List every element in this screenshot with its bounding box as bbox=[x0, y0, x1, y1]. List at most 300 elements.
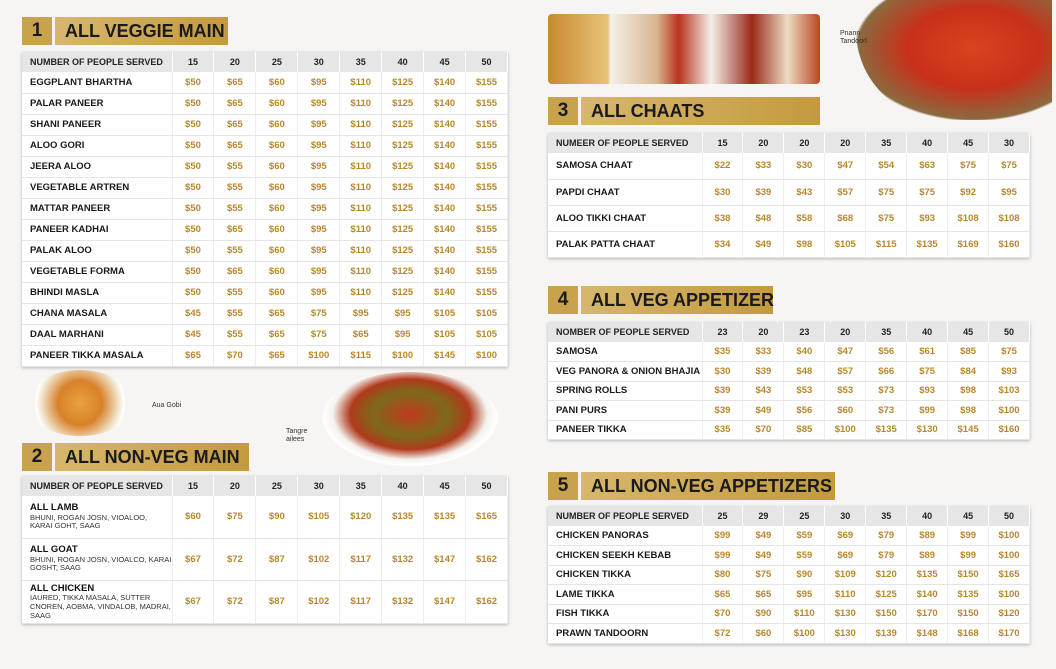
table-row bbox=[548, 526, 1030, 546]
price-cell: $125 bbox=[382, 240, 424, 261]
veg-appetizer-table bbox=[548, 322, 1030, 440]
people-served-header: NUMEER OF PEOPLE SERVED bbox=[548, 133, 702, 153]
price-cell: $140 bbox=[424, 240, 466, 261]
servings-column-header: 35 bbox=[866, 133, 907, 153]
price-cell: $168 bbox=[948, 624, 989, 644]
price-cell: $60 bbox=[172, 496, 214, 538]
price-cell: $105 bbox=[466, 324, 508, 345]
price-cell: $103 bbox=[989, 381, 1030, 401]
price-cell: $60 bbox=[256, 219, 298, 240]
price-cell: $115 bbox=[340, 345, 382, 366]
dish-name: ALL LAMB bbox=[30, 501, 79, 513]
price-cell: $50 bbox=[172, 177, 214, 198]
price-cell: $39 bbox=[743, 362, 784, 382]
price-cell: $125 bbox=[382, 282, 424, 303]
price-cell: $65 bbox=[340, 324, 382, 345]
price-cell: $60 bbox=[256, 93, 298, 114]
price-cell: $140 bbox=[424, 72, 466, 93]
price-cell: $95 bbox=[298, 156, 340, 177]
price-cell: $108 bbox=[948, 205, 989, 231]
price-cell: $130 bbox=[907, 420, 948, 440]
price-cell: $50 bbox=[172, 219, 214, 240]
dish-name: PALAR PANEER bbox=[22, 93, 172, 114]
servings-column-header: 20 bbox=[743, 322, 784, 342]
header-row bbox=[548, 133, 1030, 153]
dish-name: PALAK PATTA CHAAT bbox=[548, 231, 702, 257]
non-veg-main-table bbox=[22, 476, 508, 624]
price-cell: $50 bbox=[172, 261, 214, 282]
price-cell: $130 bbox=[825, 624, 866, 644]
price-cell: $65 bbox=[256, 303, 298, 324]
price-cell: $70 bbox=[702, 604, 743, 624]
price-cell: $165 bbox=[466, 496, 508, 538]
servings-column-header: 25 bbox=[256, 52, 298, 72]
table-row bbox=[548, 179, 1030, 205]
price-cell: $90 bbox=[784, 565, 825, 585]
price-cell: $65 bbox=[214, 135, 256, 156]
price-cell: $65 bbox=[214, 261, 256, 282]
price-cell: $135 bbox=[907, 231, 948, 257]
section-title: ALL NON-VEG MAIN bbox=[55, 443, 249, 471]
price-cell: $65 bbox=[743, 585, 784, 605]
servings-column-header: 30 bbox=[989, 133, 1030, 153]
price-cell: $125 bbox=[382, 114, 424, 135]
servings-column-header: 45 bbox=[948, 506, 989, 526]
table-row bbox=[22, 261, 508, 282]
price-cell: $95 bbox=[298, 114, 340, 135]
price-cell: $87 bbox=[256, 580, 298, 624]
price-cell: $147 bbox=[424, 580, 466, 624]
price-cell: $95 bbox=[298, 219, 340, 240]
price-cell: $140 bbox=[424, 114, 466, 135]
price-cell: $60 bbox=[256, 114, 298, 135]
price-cell: $55 bbox=[214, 324, 256, 345]
price-cell: $60 bbox=[743, 624, 784, 644]
section-title: ALL VEG APPETIZER bbox=[581, 286, 773, 314]
price-cell: $60 bbox=[256, 282, 298, 303]
table-row bbox=[548, 565, 1030, 585]
price-cell: $33 bbox=[743, 342, 784, 362]
dish-name: BHINDI MASLA bbox=[22, 282, 172, 303]
price-cell: $135 bbox=[866, 420, 907, 440]
price-cell: $160 bbox=[989, 231, 1030, 257]
price-cell: $155 bbox=[466, 240, 508, 261]
price-cell: $147 bbox=[424, 538, 466, 580]
aloo-gobi-image bbox=[26, 370, 134, 436]
price-cell: $132 bbox=[382, 580, 424, 624]
servings-column-header: 50 bbox=[989, 322, 1030, 342]
price-cell: $50 bbox=[172, 114, 214, 135]
table-row bbox=[548, 342, 1030, 362]
price-cell: $75 bbox=[743, 565, 784, 585]
price-cell: $89 bbox=[907, 526, 948, 546]
servings-column-header: 20 bbox=[214, 476, 256, 496]
section-number: 2 bbox=[22, 443, 52, 471]
price-cell: $65 bbox=[702, 585, 743, 605]
servings-column-header: 35 bbox=[866, 322, 907, 342]
people-served-header: NUMBER OF PEOPLE SERVED bbox=[548, 506, 702, 526]
dish-name: SPRING ROLLS bbox=[548, 381, 702, 401]
servings-column-header: 15 bbox=[702, 133, 743, 153]
section-number: 3 bbox=[548, 97, 578, 125]
price-cell: $125 bbox=[382, 219, 424, 240]
price-cell: $60 bbox=[256, 198, 298, 219]
price-cell: $90 bbox=[743, 604, 784, 624]
servings-column-header: 35 bbox=[340, 476, 382, 496]
section-title: ALL VEGGIE MAIN bbox=[55, 17, 228, 45]
price-cell: $135 bbox=[424, 496, 466, 538]
price-cell: $110 bbox=[340, 156, 382, 177]
price-cell: $22 bbox=[702, 153, 743, 179]
servings-column-header: 30 bbox=[298, 52, 340, 72]
servings-column-header: 15 bbox=[172, 476, 214, 496]
price-cell: $140 bbox=[424, 261, 466, 282]
dish-name: DAAL MARHANI bbox=[22, 324, 172, 345]
price-cell: $49 bbox=[743, 546, 784, 566]
price-cell: $140 bbox=[907, 585, 948, 605]
price-cell: $110 bbox=[340, 177, 382, 198]
dish-name: PANI PURS bbox=[548, 401, 702, 421]
servings-column-header: 20 bbox=[784, 133, 825, 153]
price-cell: $75 bbox=[298, 303, 340, 324]
price-cell: $110 bbox=[825, 585, 866, 605]
table-row bbox=[22, 177, 508, 198]
price-cell: $105 bbox=[424, 324, 466, 345]
price-cell: $35 bbox=[702, 342, 743, 362]
dish-name: CHICKEN TIKKA bbox=[548, 565, 702, 585]
price-cell: $95 bbox=[298, 240, 340, 261]
section-number: 4 bbox=[548, 286, 578, 314]
header-row bbox=[548, 322, 1030, 342]
dish-name: FISH TIKKA bbox=[548, 604, 702, 624]
header-row bbox=[548, 506, 1030, 526]
chilli-dish-image bbox=[322, 372, 498, 466]
dish-group bbox=[22, 496, 172, 538]
price-cell: $120 bbox=[340, 496, 382, 538]
price-cell: $139 bbox=[866, 624, 907, 644]
table-row bbox=[22, 114, 508, 135]
price-cell: $30 bbox=[784, 153, 825, 179]
price-cell: $55 bbox=[214, 156, 256, 177]
servings-column-header: 45 bbox=[948, 322, 989, 342]
table-row bbox=[548, 585, 1030, 605]
price-cell: $150 bbox=[948, 604, 989, 624]
servings-column-header: 45 bbox=[424, 476, 466, 496]
price-cell: $140 bbox=[424, 282, 466, 303]
price-cell: $50 bbox=[172, 72, 214, 93]
price-cell: $59 bbox=[784, 526, 825, 546]
price-cell: $89 bbox=[907, 546, 948, 566]
servings-column-header: 40 bbox=[907, 322, 948, 342]
price-cell: $55 bbox=[214, 282, 256, 303]
price-cell: $155 bbox=[466, 156, 508, 177]
price-cell: $95 bbox=[298, 261, 340, 282]
price-cell: $100 bbox=[989, 546, 1030, 566]
table-row bbox=[22, 496, 508, 538]
price-cell: $169 bbox=[948, 231, 989, 257]
price-cell: $125 bbox=[382, 198, 424, 219]
price-cell: $155 bbox=[466, 114, 508, 135]
dish-name: PRAWN TANDOORN bbox=[548, 624, 702, 644]
non-veg-appetizers-table bbox=[548, 506, 1030, 644]
servings-column-header: 25 bbox=[702, 506, 743, 526]
table-row bbox=[22, 93, 508, 114]
price-cell: $65 bbox=[214, 114, 256, 135]
price-cell: $125 bbox=[382, 261, 424, 282]
price-cell: $99 bbox=[948, 546, 989, 566]
dish-name: PANEER TIKKA bbox=[548, 420, 702, 440]
price-cell: $100 bbox=[989, 401, 1030, 421]
price-cell: $85 bbox=[948, 342, 989, 362]
section-veg-appetizer-header bbox=[548, 286, 773, 314]
price-cell: $135 bbox=[907, 565, 948, 585]
table-row bbox=[548, 362, 1030, 382]
section-non-veg-appetizers-header bbox=[548, 472, 835, 500]
price-cell: $95 bbox=[382, 303, 424, 324]
price-cell: $100 bbox=[825, 420, 866, 440]
people-served-header: NUMBER OF PEOPLE SERVED bbox=[22, 52, 172, 72]
section-title: ALL NON-VEG APPETIZERS bbox=[581, 472, 835, 500]
section-number: 5 bbox=[548, 472, 578, 500]
dish-name: JEERA ALOO bbox=[22, 156, 172, 177]
dish-name: PALAK ALOO bbox=[22, 240, 172, 261]
table-row bbox=[548, 153, 1030, 179]
price-cell: $155 bbox=[466, 219, 508, 240]
price-cell: $98 bbox=[948, 381, 989, 401]
price-cell: $145 bbox=[424, 345, 466, 366]
price-cell: $93 bbox=[907, 205, 948, 231]
dish-group bbox=[22, 580, 172, 624]
price-cell: $95 bbox=[298, 72, 340, 93]
price-cell: $56 bbox=[866, 342, 907, 362]
price-cell: $132 bbox=[382, 538, 424, 580]
price-cell: $65 bbox=[214, 93, 256, 114]
price-cell: $155 bbox=[466, 135, 508, 156]
price-cell: $50 bbox=[172, 135, 214, 156]
people-served-header: NOMBER OF PEOPLE SERVED bbox=[548, 322, 702, 342]
header-row bbox=[22, 52, 508, 72]
price-cell: $75 bbox=[948, 153, 989, 179]
chilli-dish-caption: Tangre ailees bbox=[286, 428, 308, 443]
price-cell: $57 bbox=[825, 179, 866, 205]
table-row bbox=[548, 205, 1030, 231]
price-cell: $54 bbox=[866, 153, 907, 179]
table-row bbox=[22, 219, 508, 240]
table-row bbox=[548, 624, 1030, 644]
price-cell: $45 bbox=[172, 324, 214, 345]
price-cell: $73 bbox=[866, 401, 907, 421]
price-cell: $49 bbox=[743, 231, 784, 257]
price-cell: $110 bbox=[340, 282, 382, 303]
price-cell: $75 bbox=[907, 179, 948, 205]
price-cell: $30 bbox=[702, 362, 743, 382]
price-cell: $75 bbox=[989, 342, 1030, 362]
dish-description: BHUNI, ROGAN JOSN, VIOALCO, KARAI GOSHT, SAAG bbox=[30, 554, 172, 573]
price-cell: $30 bbox=[702, 179, 743, 205]
price-cell: $110 bbox=[340, 240, 382, 261]
section-number: 1 bbox=[22, 17, 52, 45]
price-cell: $75 bbox=[907, 362, 948, 382]
price-cell: $73 bbox=[866, 381, 907, 401]
price-cell: $47 bbox=[825, 342, 866, 362]
price-cell: $125 bbox=[382, 177, 424, 198]
price-cell: $155 bbox=[466, 261, 508, 282]
price-cell: $55 bbox=[214, 240, 256, 261]
prawn-tandoori-caption: Pnann Tandoorl bbox=[840, 30, 867, 45]
price-cell: $170 bbox=[989, 624, 1030, 644]
price-cell: $50 bbox=[172, 240, 214, 261]
price-cell: $110 bbox=[340, 93, 382, 114]
price-cell: $35 bbox=[702, 420, 743, 440]
dish-name: VEG PANORA & ONION BHAJIA bbox=[548, 362, 702, 382]
dish-name: ALL GOAT bbox=[30, 543, 78, 555]
price-cell: $100 bbox=[298, 345, 340, 366]
table-row bbox=[22, 282, 508, 303]
price-cell: $95 bbox=[784, 585, 825, 605]
price-cell: $43 bbox=[743, 381, 784, 401]
veggie-main-table bbox=[22, 52, 508, 367]
price-cell: $49 bbox=[743, 526, 784, 546]
price-cell: $45 bbox=[172, 303, 214, 324]
price-cell: $39 bbox=[702, 381, 743, 401]
price-cell: $55 bbox=[214, 303, 256, 324]
price-cell: $120 bbox=[866, 565, 907, 585]
price-cell: $102 bbox=[298, 538, 340, 580]
price-cell: $150 bbox=[948, 565, 989, 585]
price-cell: $39 bbox=[743, 179, 784, 205]
price-cell: $72 bbox=[214, 580, 256, 624]
price-cell: $155 bbox=[466, 177, 508, 198]
aloo-gobi-caption: Aua Gobi bbox=[152, 402, 182, 409]
servings-column-header: 29 bbox=[743, 506, 784, 526]
table-row bbox=[22, 156, 508, 177]
table-row bbox=[548, 381, 1030, 401]
price-cell: $99 bbox=[702, 526, 743, 546]
price-cell: $85 bbox=[784, 420, 825, 440]
dish-name: MATTAR PANEER bbox=[22, 198, 172, 219]
price-cell: $95 bbox=[298, 135, 340, 156]
servings-column-header: 23 bbox=[702, 322, 743, 342]
price-cell: $155 bbox=[466, 93, 508, 114]
table-row bbox=[548, 231, 1030, 257]
price-cell: $170 bbox=[907, 604, 948, 624]
dish-name: PAPDI CHAAT bbox=[548, 179, 702, 205]
price-cell: $98 bbox=[948, 401, 989, 421]
price-cell: $65 bbox=[214, 219, 256, 240]
table-row bbox=[548, 420, 1030, 440]
price-cell: $63 bbox=[907, 153, 948, 179]
table-row bbox=[22, 538, 508, 580]
price-cell: $92 bbox=[948, 179, 989, 205]
price-cell: $105 bbox=[825, 231, 866, 257]
price-cell: $95 bbox=[298, 282, 340, 303]
price-cell: $95 bbox=[298, 177, 340, 198]
price-cell: $110 bbox=[340, 72, 382, 93]
dish-name: CHICKEN PANORAS bbox=[548, 526, 702, 546]
dish-name: CHANA MASALA bbox=[22, 303, 172, 324]
table-row bbox=[548, 401, 1030, 421]
price-cell: $140 bbox=[424, 177, 466, 198]
price-cell: $162 bbox=[466, 538, 508, 580]
price-cell: $95 bbox=[340, 303, 382, 324]
servings-column-header: 40 bbox=[907, 506, 948, 526]
price-cell: $61 bbox=[907, 342, 948, 362]
price-cell: $108 bbox=[989, 205, 1030, 231]
price-cell: $38 bbox=[702, 205, 743, 231]
price-cell: $50 bbox=[172, 156, 214, 177]
price-cell: $58 bbox=[784, 205, 825, 231]
dish-name: SHANI PANEER bbox=[22, 114, 172, 135]
price-cell: $140 bbox=[424, 198, 466, 219]
price-cell: $84 bbox=[948, 362, 989, 382]
servings-column-header: 20 bbox=[214, 52, 256, 72]
price-cell: $53 bbox=[784, 381, 825, 401]
price-cell: $102 bbox=[298, 580, 340, 624]
price-cell: $90 bbox=[256, 496, 298, 538]
price-cell: $33 bbox=[743, 153, 784, 179]
price-cell: $140 bbox=[424, 135, 466, 156]
price-cell: $155 bbox=[466, 282, 508, 303]
price-cell: $65 bbox=[172, 345, 214, 366]
price-cell: $50 bbox=[172, 282, 214, 303]
table-row bbox=[22, 240, 508, 261]
price-cell: $60 bbox=[256, 156, 298, 177]
price-cell: $48 bbox=[784, 362, 825, 382]
price-cell: $99 bbox=[702, 546, 743, 566]
price-cell: $55 bbox=[214, 177, 256, 198]
table-row bbox=[22, 72, 508, 93]
dish-name: VEGETABLE FORMA bbox=[22, 261, 172, 282]
price-cell: $140 bbox=[424, 219, 466, 240]
section-veggie-main-header bbox=[22, 17, 228, 45]
price-cell: $110 bbox=[340, 219, 382, 240]
table-row bbox=[22, 303, 508, 324]
price-cell: $47 bbox=[825, 153, 866, 179]
section-non-veg-main-header bbox=[22, 443, 249, 471]
servings-column-header: 35 bbox=[866, 506, 907, 526]
price-cell: $72 bbox=[702, 624, 743, 644]
prawn-tandoori-image bbox=[856, 0, 1052, 120]
price-cell: $100 bbox=[989, 526, 1030, 546]
table-row bbox=[548, 546, 1030, 566]
price-cell: $48 bbox=[743, 205, 784, 231]
price-cell: $72 bbox=[214, 538, 256, 580]
price-cell: $125 bbox=[382, 72, 424, 93]
people-served-header: NUMBER OF PEOPLE SERVED bbox=[22, 476, 172, 496]
servings-column-header: 50 bbox=[466, 52, 508, 72]
price-cell: $135 bbox=[382, 496, 424, 538]
price-cell: $87 bbox=[256, 538, 298, 580]
price-cell: $120 bbox=[989, 604, 1030, 624]
price-cell: $68 bbox=[825, 205, 866, 231]
servings-column-header: 45 bbox=[948, 133, 989, 153]
price-cell: $105 bbox=[298, 496, 340, 538]
price-cell: $115 bbox=[866, 231, 907, 257]
table-row bbox=[22, 345, 508, 366]
price-cell: $70 bbox=[214, 345, 256, 366]
servings-column-header: 40 bbox=[382, 52, 424, 72]
price-cell: $93 bbox=[907, 381, 948, 401]
servings-column-header: 20 bbox=[825, 322, 866, 342]
price-cell: $125 bbox=[382, 93, 424, 114]
price-cell: $75 bbox=[866, 205, 907, 231]
price-cell: $140 bbox=[424, 93, 466, 114]
price-cell: $40 bbox=[784, 342, 825, 362]
price-cell: $100 bbox=[784, 624, 825, 644]
price-cell: $65 bbox=[214, 72, 256, 93]
servings-column-header: 35 bbox=[340, 52, 382, 72]
servings-column-header: 25 bbox=[256, 476, 298, 496]
